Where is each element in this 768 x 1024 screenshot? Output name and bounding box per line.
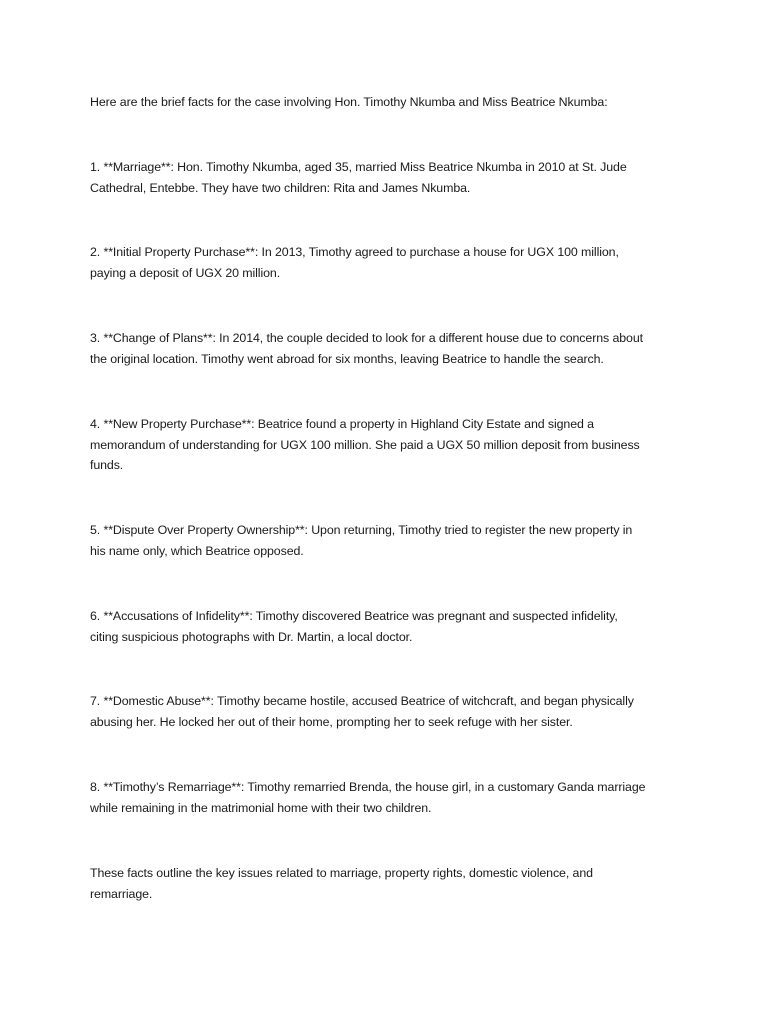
- fact-line: 3. **Change of Plans**: In 2014, the couple decided to look for a different house due to concerns about: [90, 331, 643, 345]
- intro-line: Here are the brief facts for the case involving Hon. Timothy Nkumba and Miss Beatrice Nkumba:: [90, 95, 608, 109]
- fact-line: 6. **Accusations of Infidelity**: Timothy discovered Beatrice was pregnant and suspected infidelity,: [90, 609, 618, 623]
- fact-item-5: [90, 520, 690, 561]
- fact-line: 4. **New Property Purchase**: Beatrice found a property in Highland City Estate and signed a: [90, 417, 594, 431]
- fact-line: 5. **Dispute Over Property Ownership**: Upon returning, Timothy tried to register the new property in: [90, 523, 633, 537]
- conclusion-line: These facts outline the key issues related to marriage, property rights, domestic violence, and: [90, 866, 593, 880]
- fact-line: 2. **Initial Property Purchase**: In 2013, Timothy agreed to purchase a house for UGX 100 million,: [90, 245, 619, 259]
- fact-item-7: [90, 691, 690, 732]
- conclusion-paragraph: [90, 863, 690, 904]
- fact-line: Cathedral, Entebbe. They have two children: Rita and James Nkumba.: [90, 180, 471, 195]
- intro-paragraph: [90, 92, 690, 113]
- fact-item-3: [90, 328, 690, 369]
- fact-line: memorandum of understanding for UGX 100 million. She paid a UGX 50 million deposit from business: [90, 437, 640, 452]
- conclusion-line: remarriage.: [90, 886, 153, 901]
- fact-line: abusing her. He locked her out of their home, prompting her to seek refuge with her sister.: [90, 714, 573, 729]
- fact-line: 7. **Domestic Abuse**: Timothy became hostile, accused Beatrice of witchcraft, and began physically: [90, 694, 634, 708]
- fact-line: while remaining in the matrimonial home with their two children.: [90, 800, 432, 815]
- fact-item-1: [90, 157, 690, 198]
- fact-line: citing suspicious photographs with Dr. Martin, a local doctor.: [90, 629, 413, 644]
- fact-line: 1. **Marriage**: Hon. Timothy Nkumba, aged 35, married Miss Beatrice Nkumba in 2010 at St. Jude: [90, 160, 627, 174]
- fact-line: his name only, which Beatrice opposed.: [90, 543, 304, 558]
- fact-line: the original location. Timothy went abroad for six months, leaving Beatrice to handle the search.: [90, 351, 604, 366]
- fact-line: funds.: [90, 458, 124, 472]
- fact-line: paying a deposit of UGX 20 million.: [90, 265, 281, 280]
- fact-item-8: [90, 777, 690, 818]
- fact-line: 8. **Timothy’s Remarriage**: Timothy remarried Brenda, the house girl, in a customary Ganda marriage: [90, 780, 646, 794]
- fact-item-2: [90, 242, 690, 283]
- fact-item-6: [90, 606, 690, 647]
- fact-item-4: [90, 414, 690, 476]
